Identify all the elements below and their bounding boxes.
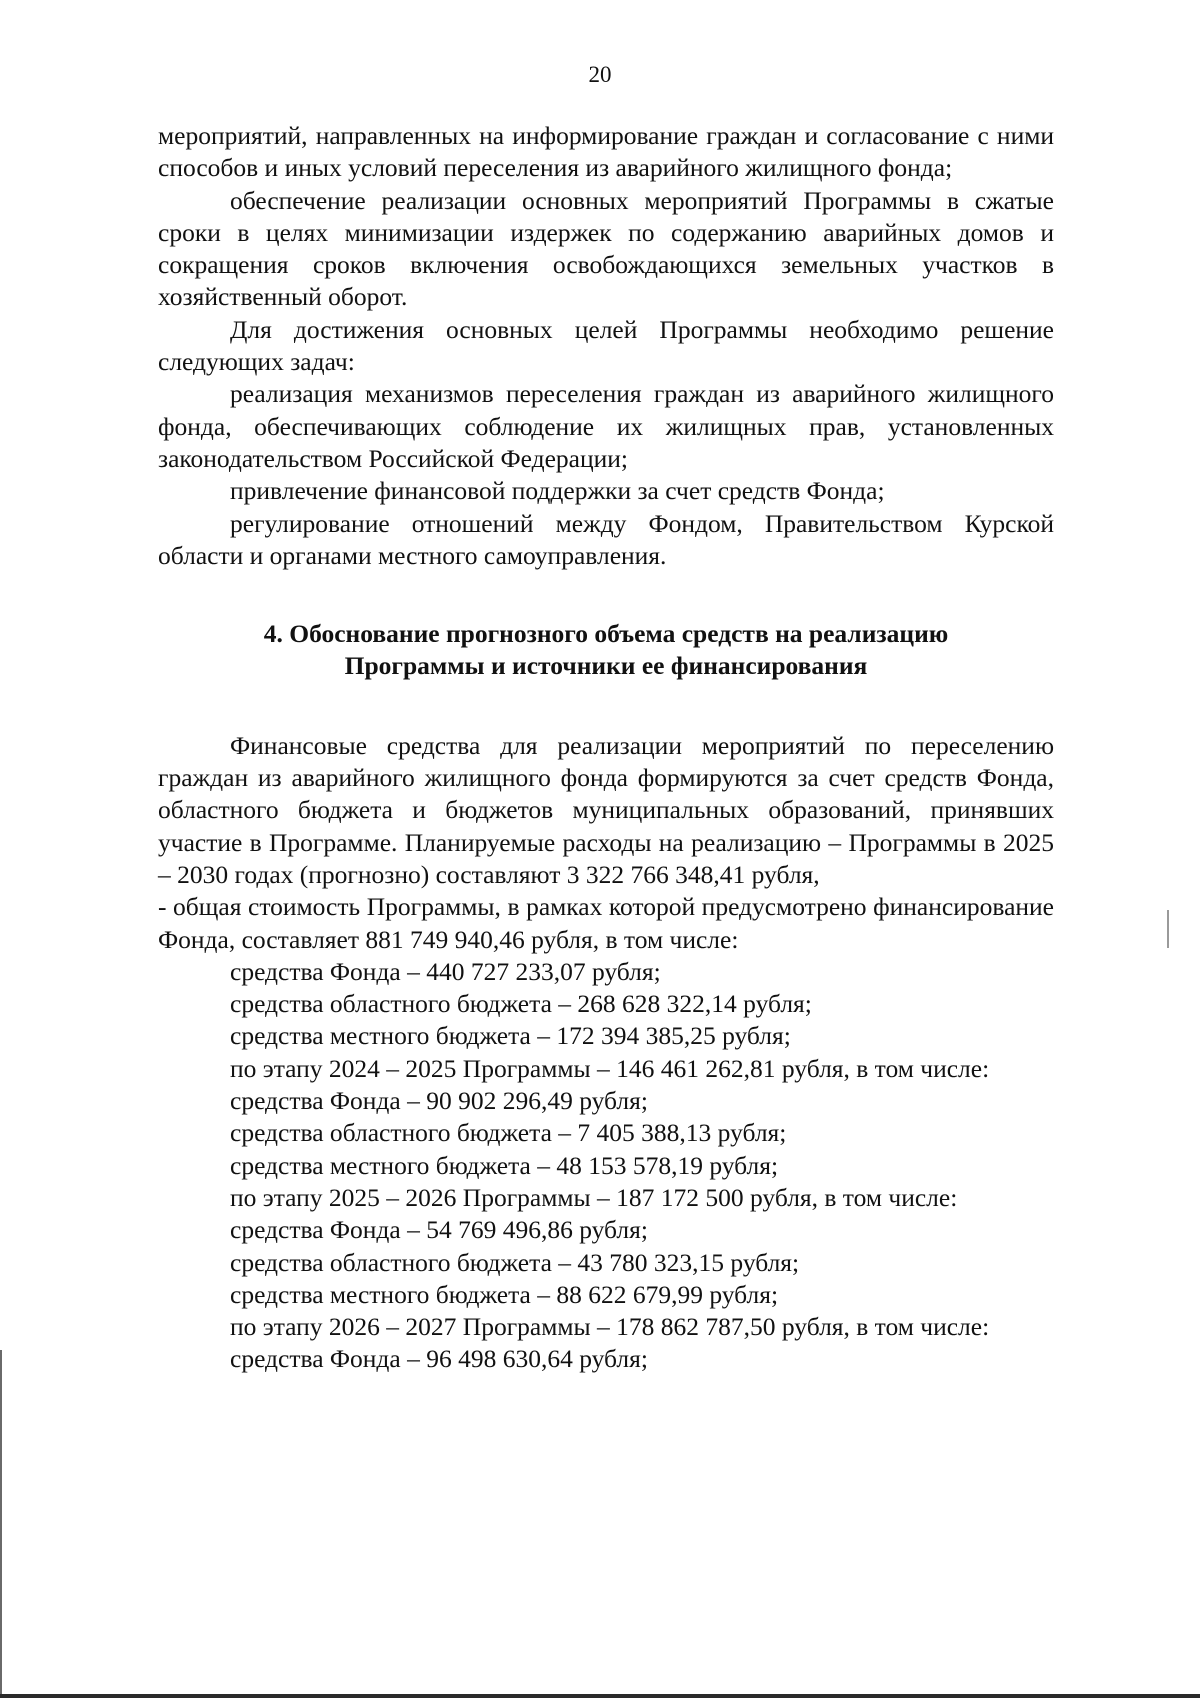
list-item: средства Фонда – 54 769 496,86 рубля; [230, 1215, 648, 1245]
paragraph: реализация механизмов переселения граждан из аварийного жилищного фонда, обеспечивающих соблюдение их жилищных прав, установленных законодательством Российской Федерации; [158, 379, 1054, 473]
paragraph: регулирование отношений между Фондом, Правительством Курской области и органами местного самоуправления. [158, 508, 1054, 570]
stage-paragraph: по этапу 2026 – 2027 Программы – 178 862 787,50 рубля, в том числе: [230, 1312, 990, 1342]
scan-edge [0, 1694, 1200, 1698]
paragraph: мероприятий, направленных на информирование граждан и согласование с ними способов и иных условий переселения из аварийного жилищного фонда; [158, 121, 1054, 183]
section-title-line: 4. Обоснование прогнозного объема средств на реализацию [263, 619, 949, 649]
list-item: средства областного бюджета – 7 405 388,13 рубля; [230, 1118, 787, 1148]
list-item: средства Фонда – 440 727 233,07 рубля; [230, 956, 661, 986]
paragraph: привлечение финансовой поддержки за счет средств Фонда; [230, 476, 885, 506]
section-title-line: Программы и источники ее финансирования [344, 651, 868, 681]
paragraph: - общая стоимость Программы, в рамках которой предусмотрено финансирование Фонда, составляет 881 749 940,46 рубля, в том числе: [158, 892, 1054, 954]
list-item: средства местного бюджета – 48 153 578,19 рубля; [230, 1150, 779, 1180]
scan-artifact [1167, 910, 1169, 948]
stage-paragraph: по этапу 2024 – 2025 Программы – 146 461 262,81 рубля, в том числе: [230, 1053, 990, 1083]
list-item: средства местного бюджета – 88 622 679,99 рубля; [230, 1279, 779, 1309]
stage-paragraph: по этапу 2025 – 2026 Программы – 187 172 500 рубля, в том числе: [230, 1182, 958, 1212]
list-item: средства Фонда – 96 498 630,64 рубля; [230, 1344, 648, 1374]
section-title [158, 618, 1054, 683]
list-item: средства Фонда – 90 902 296,49 рубля; [230, 1086, 648, 1116]
paragraph: обеспечение реализации основных мероприятий Программы в сжатые сроки в целях минимизации издержек по содержанию аварийных домов и сокращения сроков включения освобождающихся земельных участков в хозяйственный оборот. [158, 185, 1054, 312]
scan-edge [0, 1350, 2, 1698]
list-item: средства областного бюджета – 43 780 323,15 рубля; [230, 1247, 800, 1277]
list-item: средства областного бюджета – 268 628 322,14 рубля; [230, 989, 812, 1019]
document-body [158, 120, 1054, 1376]
page-number: 20 [588, 62, 612, 87]
paragraph: Финансовые средства для реализации мероприятий по переселению граждан из аварийного жилищного фонда формируются за счет средств Фонда, областного бюджета и бюджетов муниципальных образований, принявших участие в Программе. Планируемые расходы на реализацию – Программы в 2025 – 2030 годах (прогнозно) составляют 3 322 766 348,41 рубля, [158, 730, 1054, 889]
list-item: средства местного бюджета – 172 394 385,25 рубля; [230, 1021, 791, 1051]
paragraph: Для достижения основных целей Программы необходимо решение следующих задач: [158, 314, 1054, 377]
